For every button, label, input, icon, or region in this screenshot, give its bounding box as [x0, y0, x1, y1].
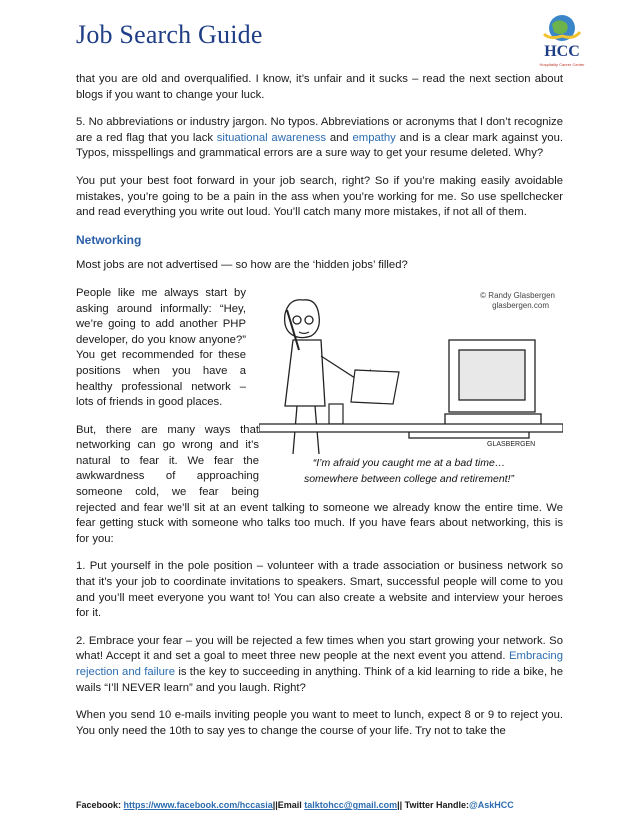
footer-email-label: ||Email [272, 800, 305, 810]
paper-icon [351, 370, 399, 404]
cartoon-signature: GLASBERGEN [487, 440, 536, 448]
link-situational-awareness[interactable]: situational awareness [216, 131, 327, 144]
desk-icon [259, 424, 563, 432]
paragraph-emails: When you send 10 e-mails inviting people you want to meet to lunch, expect 8 or 9 to reject you. You only need the 10th to say yes to change the course of your life. Try not to take the [76, 709, 563, 737]
paragraph-overqualified: that you are old and overqualified. I know, it’s unfair and it sucks – read the next section about blogs if you want to change your luck. [76, 73, 563, 101]
text-run: 5. No abbreviations or industry jargon. No typos. Abbreviations or acronyms that I don’t recognize are a red flag that you lack [76, 116, 563, 144]
cartoon-image [259, 286, 563, 494]
text-run: 2. Embrace your fear – you will be rejected a few times when you start growing your network. So what! Accept it and set a goal to meet three new people at the next event you attend. [76, 634, 563, 663]
text-run: and [326, 131, 353, 144]
cartoon-caption-line2: somewhere between college and retirement!” [303, 472, 515, 485]
footer-twitter-label: || Twitter Handle: [397, 800, 469, 810]
text-run: and is a clear mark against you. Typos, misspellings and grammatical errors are a sure way to get your resume deleted. Why? [76, 131, 563, 160]
cup-icon [329, 404, 343, 424]
paragraph-people-like-me: People like me always start by asking around informally: “Hey, we’re going to add another PHP developer, do you know anyone?” You get recommended for these positions when you have a healthy professional network – lots of friends in good places. [76, 286, 246, 409]
paragraph-best-foot: You put your best foot forward in your job search, right? So if you’re making easily avoidable mistakes, you’re going to be a pain in the ass when you’re working for me. So use spellchecker and read everything you write out loud. You’ll catch many more mistakes, if not all of them. [76, 174, 563, 219]
text-run: is the key to succeeding in anything. Think of a kid learning to ride a bike, he wails “I’ll NEVER learn” and you laugh. Right? [76, 666, 563, 694]
cartoon-website: glasbergen.com [492, 300, 549, 310]
footer-facebook-link[interactable]: https://www.facebook.com/hccasia [123, 800, 273, 810]
article-body [76, 72, 563, 751]
logo-tagline: Hospitality Career Center [539, 62, 585, 67]
link-embracing-rejection[interactable]: Embracing rejection and failure [76, 650, 563, 678]
page-title: Job Search Guide [76, 20, 263, 49]
paragraph-pole-position: 1. Put yourself in the pole position – volunteer with a trade association or business network so that it’s your job to coordinate invitations to speakers. Smart, successful people will come to you and you’ll meet everyone you want to! You can also create a website and interview your heroes for it. [76, 560, 563, 620]
computer-icon [409, 340, 541, 438]
footer-facebook-label: Facebook: [76, 800, 124, 810]
cartoon-copyright: © Randy Glasbergen [480, 290, 555, 300]
hcc-logo [532, 10, 592, 70]
section-heading-networking: Networking [76, 232, 142, 247]
paragraph-embrace-fear [76, 634, 563, 696]
paragraph-hidden-jobs: Most jobs are not advertised — so how are the ‘hidden jobs’ filled? [76, 259, 408, 272]
footer-email-link[interactable]: talktohcc@gmail.com [304, 800, 398, 810]
link-empathy[interactable]: empathy [352, 131, 396, 144]
paragraph-fears: But, there are many ways that networking can go wrong and it’s natural to fear it. We fear the awkwardness of approaching someone cold, we fear being rejected and fear we’ll sit at an event talking to someone we already know the entire time. We fear getting stuck with someone who talks too much. If you have fears about networking, this is for you: [76, 423, 563, 545]
cartoon-caption-line1: “I’m afraid you caught me at a bad time… [312, 456, 506, 469]
page-footer [76, 800, 514, 810]
footer-twitter-link[interactable]: @AskHCC [468, 800, 514, 810]
cartoon-illustration [259, 286, 563, 494]
paragraph-no-jargon [76, 115, 563, 162]
logo-text: HCC [544, 43, 580, 60]
